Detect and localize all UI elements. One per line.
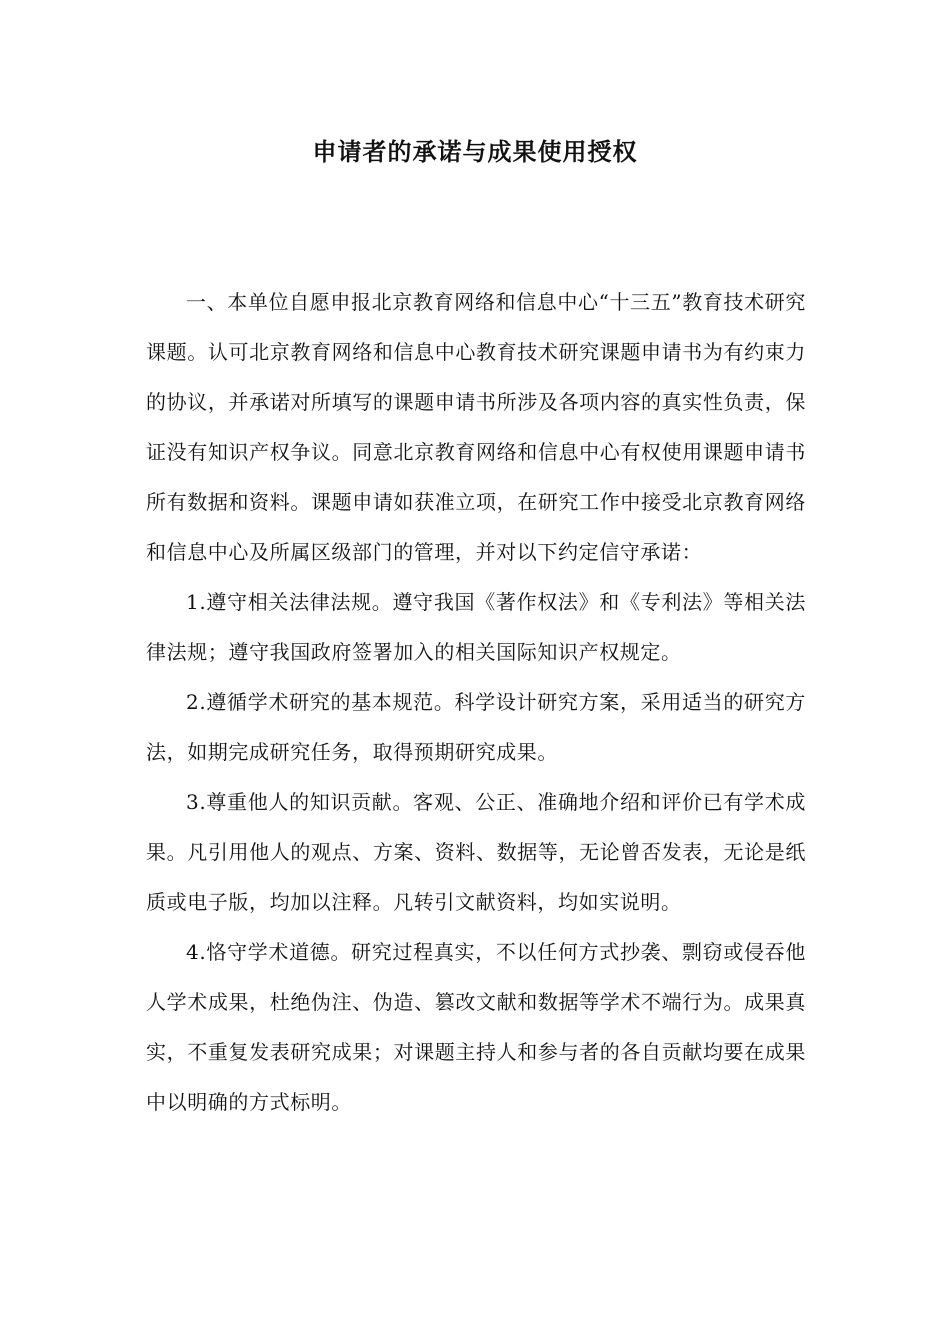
paragraph-item-4: 4.恪守学术道德。研究过程真实，不以任何方式抄袭、剽窃或侵吞他人学术成果，杜绝伪注、伪造、篡改文献和数据等学术不端行为。成果真实，不重复发表研究成果；对课题主持人和参与者的各自贡献均要在成果中以明确的方式标明。	[146, 940, 806, 1114]
paragraph-intro: 一、本单位自愿申报北京教育网络和信息中心“十三五”教育技术研究课题。认可北京教育网络和信息中心教育技术研究课题申请书为有约束力的协议，并承诺对所填写的课题申请书所涉及各项内容的真实性负责，保证没有知识产权争议。同意北京教育网络和信息中心有权使用课题申请书所有数据和资料。课题申请如获准立项，在研究工作中接受北京教育网络和信息中心及所属区级部门的管理，并对以下约定信守承诺：	[146, 290, 806, 564]
paragraph-item-3: 3.尊重他人的知识贡献。客观、公正、准确地介绍和评价已有学术成果。凡引用他人的观点、方案、资料、数据等，无论曾否发表，无论是纸质或电子版，均加以注释。凡转引文献资料，均如实说明。	[146, 790, 806, 914]
paragraph-item-2: 2.遵循学术研究的基本规范。科学设计研究方案，采用适当的研究方法，如期完成研究任务，取得预期研究成果。	[146, 690, 806, 764]
document-body	[146, 277, 806, 1127]
document-title: 申请者的承诺与成果使用授权	[312, 138, 638, 166]
paragraph-item-1: 1.遵守相关法律法规。遵守我国《著作权法》和《专利法》等相关法律法规；遵守我国政府签署加入的相关国际知识产权规定。	[146, 590, 806, 664]
